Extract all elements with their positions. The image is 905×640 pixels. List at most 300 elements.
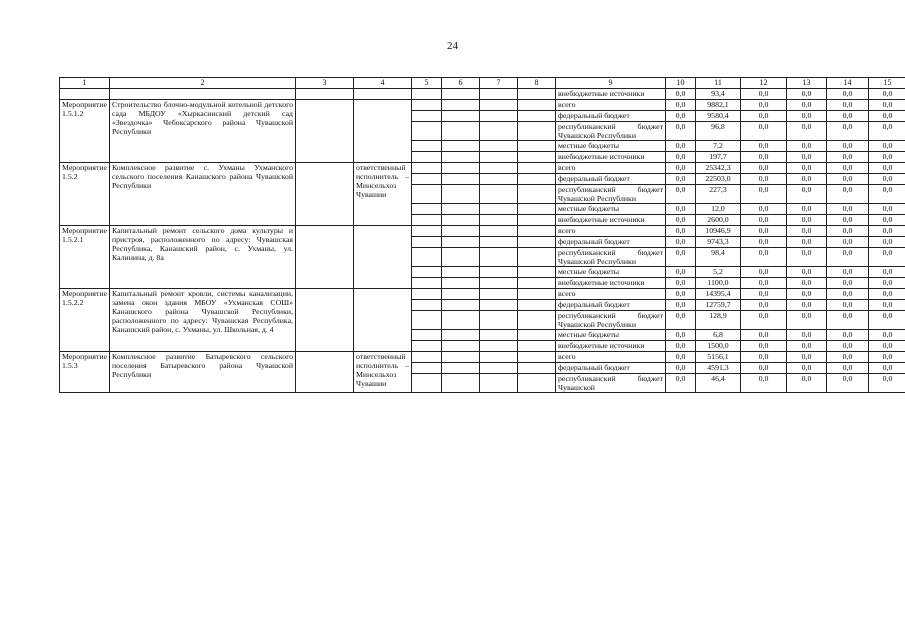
value-cell: 0,0 <box>869 111 905 122</box>
value-cell: 0,0 <box>741 363 787 374</box>
funding-source-cell: местные бюджеты <box>556 267 666 278</box>
value-cell: 93,4 <box>696 89 741 100</box>
value-cell: 0,0 <box>787 278 827 289</box>
value-cell: 0,0 <box>741 226 787 237</box>
value-cell: 0,0 <box>741 111 787 122</box>
value-cell: 0,0 <box>741 374 787 393</box>
code-cell <box>480 248 518 267</box>
code-cell <box>442 152 480 163</box>
code-cell <box>518 89 556 100</box>
measure-id-cell: Мероприятие 1.5.2.1 <box>60 226 110 289</box>
value-cell: 0,0 <box>869 363 905 374</box>
code-cell <box>442 100 480 111</box>
code-cell <box>518 363 556 374</box>
code-cell <box>412 352 442 363</box>
value-cell: 0,0 <box>666 152 696 163</box>
value-cell: 0,0 <box>787 289 827 300</box>
value-cell: 0,0 <box>666 122 696 141</box>
code-cell <box>480 174 518 185</box>
measure-id-cell: Мероприятие 1.5.2.2 <box>60 289 110 352</box>
value-cell: 0,0 <box>869 267 905 278</box>
value-cell: 4591,3 <box>696 363 741 374</box>
value-cell: 0,0 <box>869 215 905 226</box>
funding-source-cell: всего <box>556 226 666 237</box>
code-cell <box>480 111 518 122</box>
budget-table <box>59 77 905 393</box>
funding-source-cell: внебюджетные источники <box>556 278 666 289</box>
code-cell <box>518 289 556 300</box>
value-cell: 0,0 <box>741 89 787 100</box>
value-cell: 0,0 <box>787 215 827 226</box>
measure-id-cell: Мероприятие 1.5.1.2 <box>60 100 110 163</box>
value-cell: 0,0 <box>787 122 827 141</box>
code-cell <box>480 185 518 204</box>
value-cell: 0,0 <box>787 300 827 311</box>
value-cell: 0,0 <box>666 267 696 278</box>
column-number-header: 4 <box>354 78 412 89</box>
code-cell <box>442 363 480 374</box>
code-cell <box>480 215 518 226</box>
code-cell <box>442 300 480 311</box>
value-cell: 0,0 <box>869 226 905 237</box>
code-cell <box>442 215 480 226</box>
funding-source-cell: федеральный бюджет <box>556 237 666 248</box>
value-cell: 0,0 <box>741 174 787 185</box>
funding-source-cell: федеральный бюджет <box>556 300 666 311</box>
value-cell: 0,0 <box>869 248 905 267</box>
value-cell: 0,0 <box>827 100 869 111</box>
value-cell: 0,0 <box>827 185 869 204</box>
column-number-header: 14 <box>827 78 869 89</box>
responsible-cell <box>296 100 354 163</box>
value-cell: 0,0 <box>666 341 696 352</box>
table-row <box>60 289 905 300</box>
funding-source-cell: внебюджетные источники <box>556 215 666 226</box>
value-cell: 96,8 <box>696 122 741 141</box>
column-number-header: 6 <box>442 78 480 89</box>
value-cell: 0,0 <box>827 311 869 330</box>
funding-source-cell: всего <box>556 352 666 363</box>
code-cell <box>480 204 518 215</box>
code-cell <box>412 311 442 330</box>
value-cell: 0,0 <box>666 174 696 185</box>
code-cell <box>518 152 556 163</box>
value-cell: 0,0 <box>787 111 827 122</box>
funding-source-cell: местные бюджеты <box>556 204 666 215</box>
value-cell: 0,0 <box>666 374 696 393</box>
code-cell <box>412 215 442 226</box>
column-number-row <box>60 78 905 89</box>
measure-name-cell: Комплексное развитие Батыревского сельского поселения Батыревского района Чувашской Республики <box>110 352 296 393</box>
code-cell <box>442 352 480 363</box>
table-row <box>60 100 905 111</box>
value-cell: 9882,1 <box>696 100 741 111</box>
value-cell: 0,0 <box>827 174 869 185</box>
code-cell <box>442 248 480 267</box>
measure-name-cell: Строительство блочно-модульной котельной детского сада МБДОУ «Хыркасинский детский сад «Звездочка» Чебоксарского района Чувашской Республики <box>110 100 296 163</box>
code-cell <box>412 141 442 152</box>
executor-cell <box>354 289 412 352</box>
value-cell: 0,0 <box>827 215 869 226</box>
value-cell: 0,0 <box>787 226 827 237</box>
code-cell <box>480 226 518 237</box>
value-cell: 5,2 <box>696 267 741 278</box>
code-cell <box>412 226 442 237</box>
value-cell: 10946,9 <box>696 226 741 237</box>
column-number-header: 12 <box>741 78 787 89</box>
code-cell <box>442 141 480 152</box>
executor-cell <box>354 226 412 289</box>
value-cell: 0,0 <box>827 226 869 237</box>
column-number-header: 9 <box>556 78 666 89</box>
code-cell <box>518 100 556 111</box>
code-cell <box>412 248 442 267</box>
funding-source-cell: местные бюджеты <box>556 141 666 152</box>
measure-name-cell: Капитальный ремонт сельского дома культуры и пристроя, расположенного по адресу: Чувашская Республика, Канашский район, с. Ухманы, ул. Калинина, д. 8а <box>110 226 296 289</box>
code-cell <box>442 163 480 174</box>
code-cell <box>518 300 556 311</box>
code-cell <box>412 185 442 204</box>
value-cell: 0,0 <box>869 289 905 300</box>
value-cell: 0,0 <box>869 237 905 248</box>
value-cell: 0,0 <box>741 141 787 152</box>
value-cell: 0,0 <box>787 152 827 163</box>
funding-source-cell: внебюджетные источники <box>556 152 666 163</box>
value-cell: 0,0 <box>787 363 827 374</box>
value-cell: 0,0 <box>787 89 827 100</box>
code-cell <box>518 163 556 174</box>
column-number-header: 1 <box>60 78 110 89</box>
code-cell <box>442 374 480 393</box>
value-cell: 0,0 <box>827 363 869 374</box>
value-cell: 0,0 <box>869 330 905 341</box>
responsible-cell <box>296 289 354 352</box>
column-number-header: 2 <box>110 78 296 89</box>
value-cell: 227,3 <box>696 185 741 204</box>
code-cell <box>518 311 556 330</box>
measure-id-cell <box>60 89 110 100</box>
value-cell: 0,0 <box>741 300 787 311</box>
code-cell <box>480 122 518 141</box>
code-cell <box>412 100 442 111</box>
code-cell <box>442 185 480 204</box>
code-cell <box>480 141 518 152</box>
executor-cell: ответственный исполнитель – Минсельхоз Чувашии <box>354 163 412 226</box>
code-cell <box>412 204 442 215</box>
code-cell <box>442 289 480 300</box>
value-cell: 25342,3 <box>696 163 741 174</box>
value-cell: 5156,1 <box>696 352 741 363</box>
code-cell <box>442 278 480 289</box>
value-cell: 0,0 <box>741 122 787 141</box>
value-cell: 1500,0 <box>696 341 741 352</box>
code-cell <box>442 174 480 185</box>
value-cell: 0,0 <box>741 341 787 352</box>
code-cell <box>412 122 442 141</box>
value-cell: 0,0 <box>787 311 827 330</box>
responsible-cell <box>296 226 354 289</box>
value-cell: 0,0 <box>666 248 696 267</box>
code-cell <box>518 267 556 278</box>
code-cell <box>480 89 518 100</box>
code-cell <box>480 330 518 341</box>
value-cell: 0,0 <box>869 278 905 289</box>
column-number-header: 13 <box>787 78 827 89</box>
value-cell: 14395,4 <box>696 289 741 300</box>
value-cell: 12,0 <box>696 204 741 215</box>
executor-cell <box>354 89 412 100</box>
code-cell <box>480 374 518 393</box>
value-cell: 0,0 <box>666 237 696 248</box>
funding-source-cell: федеральный бюджет <box>556 363 666 374</box>
value-cell: 0,0 <box>666 363 696 374</box>
value-cell: 0,0 <box>741 204 787 215</box>
code-cell <box>518 374 556 393</box>
value-cell: 0,0 <box>827 141 869 152</box>
value-cell: 0,0 <box>666 111 696 122</box>
code-cell <box>518 237 556 248</box>
code-cell <box>442 111 480 122</box>
column-number-header: 5 <box>412 78 442 89</box>
value-cell: 9743,3 <box>696 237 741 248</box>
value-cell: 0,0 <box>741 267 787 278</box>
value-cell: 0,0 <box>741 163 787 174</box>
value-cell: 0,0 <box>666 352 696 363</box>
code-cell <box>412 267 442 278</box>
value-cell: 0,0 <box>827 341 869 352</box>
funding-source-cell: внебюджетные источники <box>556 89 666 100</box>
table-row <box>60 226 905 237</box>
value-cell: 0,0 <box>787 341 827 352</box>
code-cell <box>518 352 556 363</box>
value-cell: 128,9 <box>696 311 741 330</box>
code-cell <box>480 278 518 289</box>
value-cell: 0,0 <box>869 122 905 141</box>
value-cell: 0,0 <box>827 352 869 363</box>
code-cell <box>518 174 556 185</box>
measure-id-cell: Мероприятие 1.5.2 <box>60 163 110 226</box>
value-cell: 0,0 <box>827 152 869 163</box>
value-cell: 0,0 <box>869 141 905 152</box>
value-cell: 46,4 <box>696 374 741 393</box>
code-cell <box>442 267 480 278</box>
code-cell <box>480 289 518 300</box>
code-cell <box>518 248 556 267</box>
executor-cell <box>354 100 412 163</box>
value-cell: 0,0 <box>741 330 787 341</box>
funding-source-cell: федеральный бюджет <box>556 111 666 122</box>
value-cell: 0,0 <box>741 237 787 248</box>
column-number-header: 15 <box>869 78 905 89</box>
code-cell <box>518 215 556 226</box>
code-cell <box>518 341 556 352</box>
code-cell <box>442 122 480 141</box>
value-cell: 0,0 <box>827 248 869 267</box>
value-cell: 0,0 <box>827 330 869 341</box>
funding-source-cell: республиканский бюджет Чувашской Республики <box>556 122 666 141</box>
value-cell: 0,0 <box>787 185 827 204</box>
value-cell: 0,0 <box>787 330 827 341</box>
value-cell: 0,0 <box>741 289 787 300</box>
code-cell <box>412 374 442 393</box>
code-cell <box>480 237 518 248</box>
code-cell <box>480 300 518 311</box>
value-cell: 22503,0 <box>696 174 741 185</box>
value-cell: 0,0 <box>787 163 827 174</box>
value-cell: 0,0 <box>869 374 905 393</box>
value-cell: 0,0 <box>827 163 869 174</box>
value-cell: 0,0 <box>666 141 696 152</box>
value-cell: 0,0 <box>869 204 905 215</box>
code-cell <box>442 341 480 352</box>
value-cell: 0,0 <box>666 204 696 215</box>
funding-source-cell: республиканский бюджет Чувашской Республики <box>556 311 666 330</box>
value-cell: 9580,4 <box>696 111 741 122</box>
value-cell: 0,0 <box>787 237 827 248</box>
code-cell <box>480 163 518 174</box>
code-cell <box>442 311 480 330</box>
code-cell <box>518 226 556 237</box>
funding-source-cell: всего <box>556 163 666 174</box>
code-cell <box>442 204 480 215</box>
value-cell: 0,0 <box>827 122 869 141</box>
code-cell <box>518 122 556 141</box>
code-cell <box>412 174 442 185</box>
value-cell: 0,0 <box>787 100 827 111</box>
value-cell: 0,0 <box>787 374 827 393</box>
value-cell: 0,0 <box>666 100 696 111</box>
funding-source-cell: республиканский бюджет Чувашской <box>556 374 666 393</box>
responsible-cell <box>296 352 354 393</box>
value-cell: 2600,0 <box>696 215 741 226</box>
value-cell: 0,0 <box>869 185 905 204</box>
value-cell: 0,0 <box>666 300 696 311</box>
code-cell <box>442 237 480 248</box>
code-cell <box>480 100 518 111</box>
funding-source-cell: всего <box>556 100 666 111</box>
value-cell: 0,0 <box>741 248 787 267</box>
value-cell: 0,0 <box>741 100 787 111</box>
value-cell: 0,0 <box>666 185 696 204</box>
responsible-cell <box>296 163 354 226</box>
funding-source-cell: республиканский бюджет Чувашской Республики <box>556 248 666 267</box>
code-cell <box>518 330 556 341</box>
value-cell: 0,0 <box>787 174 827 185</box>
value-cell: 0,0 <box>666 311 696 330</box>
value-cell: 0,0 <box>787 248 827 267</box>
column-number-header: 8 <box>518 78 556 89</box>
value-cell: 0,0 <box>827 89 869 100</box>
value-cell: 0,0 <box>869 352 905 363</box>
value-cell: 0,0 <box>827 204 869 215</box>
measure-name-cell: Комплексное развитие с. Ухманы Ухманского сельского поселения Канашского района Чувашской Республики <box>110 163 296 226</box>
funding-source-cell: республиканский бюджет Чувашской Республики <box>556 185 666 204</box>
code-cell <box>442 226 480 237</box>
value-cell: 12759,7 <box>696 300 741 311</box>
code-cell <box>518 204 556 215</box>
value-cell: 0,0 <box>666 89 696 100</box>
value-cell: 0,0 <box>869 174 905 185</box>
value-cell: 0,0 <box>827 300 869 311</box>
value-cell: 0,0 <box>827 374 869 393</box>
value-cell: 0,0 <box>787 141 827 152</box>
value-cell: 0,0 <box>741 215 787 226</box>
responsible-cell <box>296 89 354 100</box>
code-cell <box>412 237 442 248</box>
value-cell: 0,0 <box>869 341 905 352</box>
value-cell: 0,0 <box>741 278 787 289</box>
table-row <box>60 352 905 363</box>
value-cell: 0,0 <box>666 278 696 289</box>
funding-source-cell: внебюджетные источники <box>556 341 666 352</box>
value-cell: 0,0 <box>741 311 787 330</box>
measure-name-cell: Капитальный ремонт кровли, системы канализации, замена окон здания МБОУ «Ухманская СОШ» Канашского района Чувашской Республики, расположенного по адресу: Чувашская Республика, Канашский район, с. Ухманы, ул. Школьная, д. 4 <box>110 289 296 352</box>
code-cell <box>412 289 442 300</box>
code-cell <box>480 267 518 278</box>
code-cell <box>412 89 442 100</box>
funding-source-cell: местные бюджеты <box>556 330 666 341</box>
value-cell: 0,0 <box>827 278 869 289</box>
code-cell <box>480 311 518 330</box>
value-cell: 0,0 <box>827 237 869 248</box>
code-cell <box>412 363 442 374</box>
code-cell <box>412 152 442 163</box>
value-cell: 0,0 <box>787 352 827 363</box>
value-cell: 0,0 <box>741 185 787 204</box>
value-cell: 197,7 <box>696 152 741 163</box>
code-cell <box>518 111 556 122</box>
table-row <box>60 163 905 174</box>
value-cell: 0,0 <box>827 289 869 300</box>
executor-cell: ответственный исполнитель – Минсельхоз Чувашии <box>354 352 412 393</box>
measure-id-cell: Мероприятие 1.5.3 <box>60 352 110 393</box>
value-cell: 0,0 <box>869 152 905 163</box>
value-cell: 7,2 <box>696 141 741 152</box>
value-cell: 0,0 <box>666 289 696 300</box>
code-cell <box>412 163 442 174</box>
code-cell <box>480 363 518 374</box>
column-number-header: 3 <box>296 78 354 89</box>
value-cell: 0,0 <box>787 204 827 215</box>
column-number-header: 11 <box>696 78 741 89</box>
value-cell: 0,0 <box>666 215 696 226</box>
code-cell <box>412 111 442 122</box>
funding-source-cell: федеральный бюджет <box>556 174 666 185</box>
value-cell: 0,0 <box>827 267 869 278</box>
code-cell <box>480 352 518 363</box>
page-number: 24 <box>447 40 458 52</box>
value-cell: 6,8 <box>696 330 741 341</box>
code-cell <box>518 141 556 152</box>
code-cell <box>412 341 442 352</box>
value-cell: 0,0 <box>787 267 827 278</box>
code-cell <box>518 185 556 204</box>
value-cell: 1100,0 <box>696 278 741 289</box>
measure-name-cell <box>110 89 296 100</box>
value-cell: 0,0 <box>666 330 696 341</box>
code-cell <box>412 300 442 311</box>
code-cell <box>412 278 442 289</box>
value-cell: 0,0 <box>666 163 696 174</box>
value-cell: 0,0 <box>869 311 905 330</box>
code-cell <box>412 330 442 341</box>
value-cell: 0,0 <box>827 111 869 122</box>
value-cell: 0,0 <box>869 300 905 311</box>
code-cell <box>480 341 518 352</box>
code-cell <box>480 152 518 163</box>
column-number-header: 7 <box>480 78 518 89</box>
column-number-header: 10 <box>666 78 696 89</box>
